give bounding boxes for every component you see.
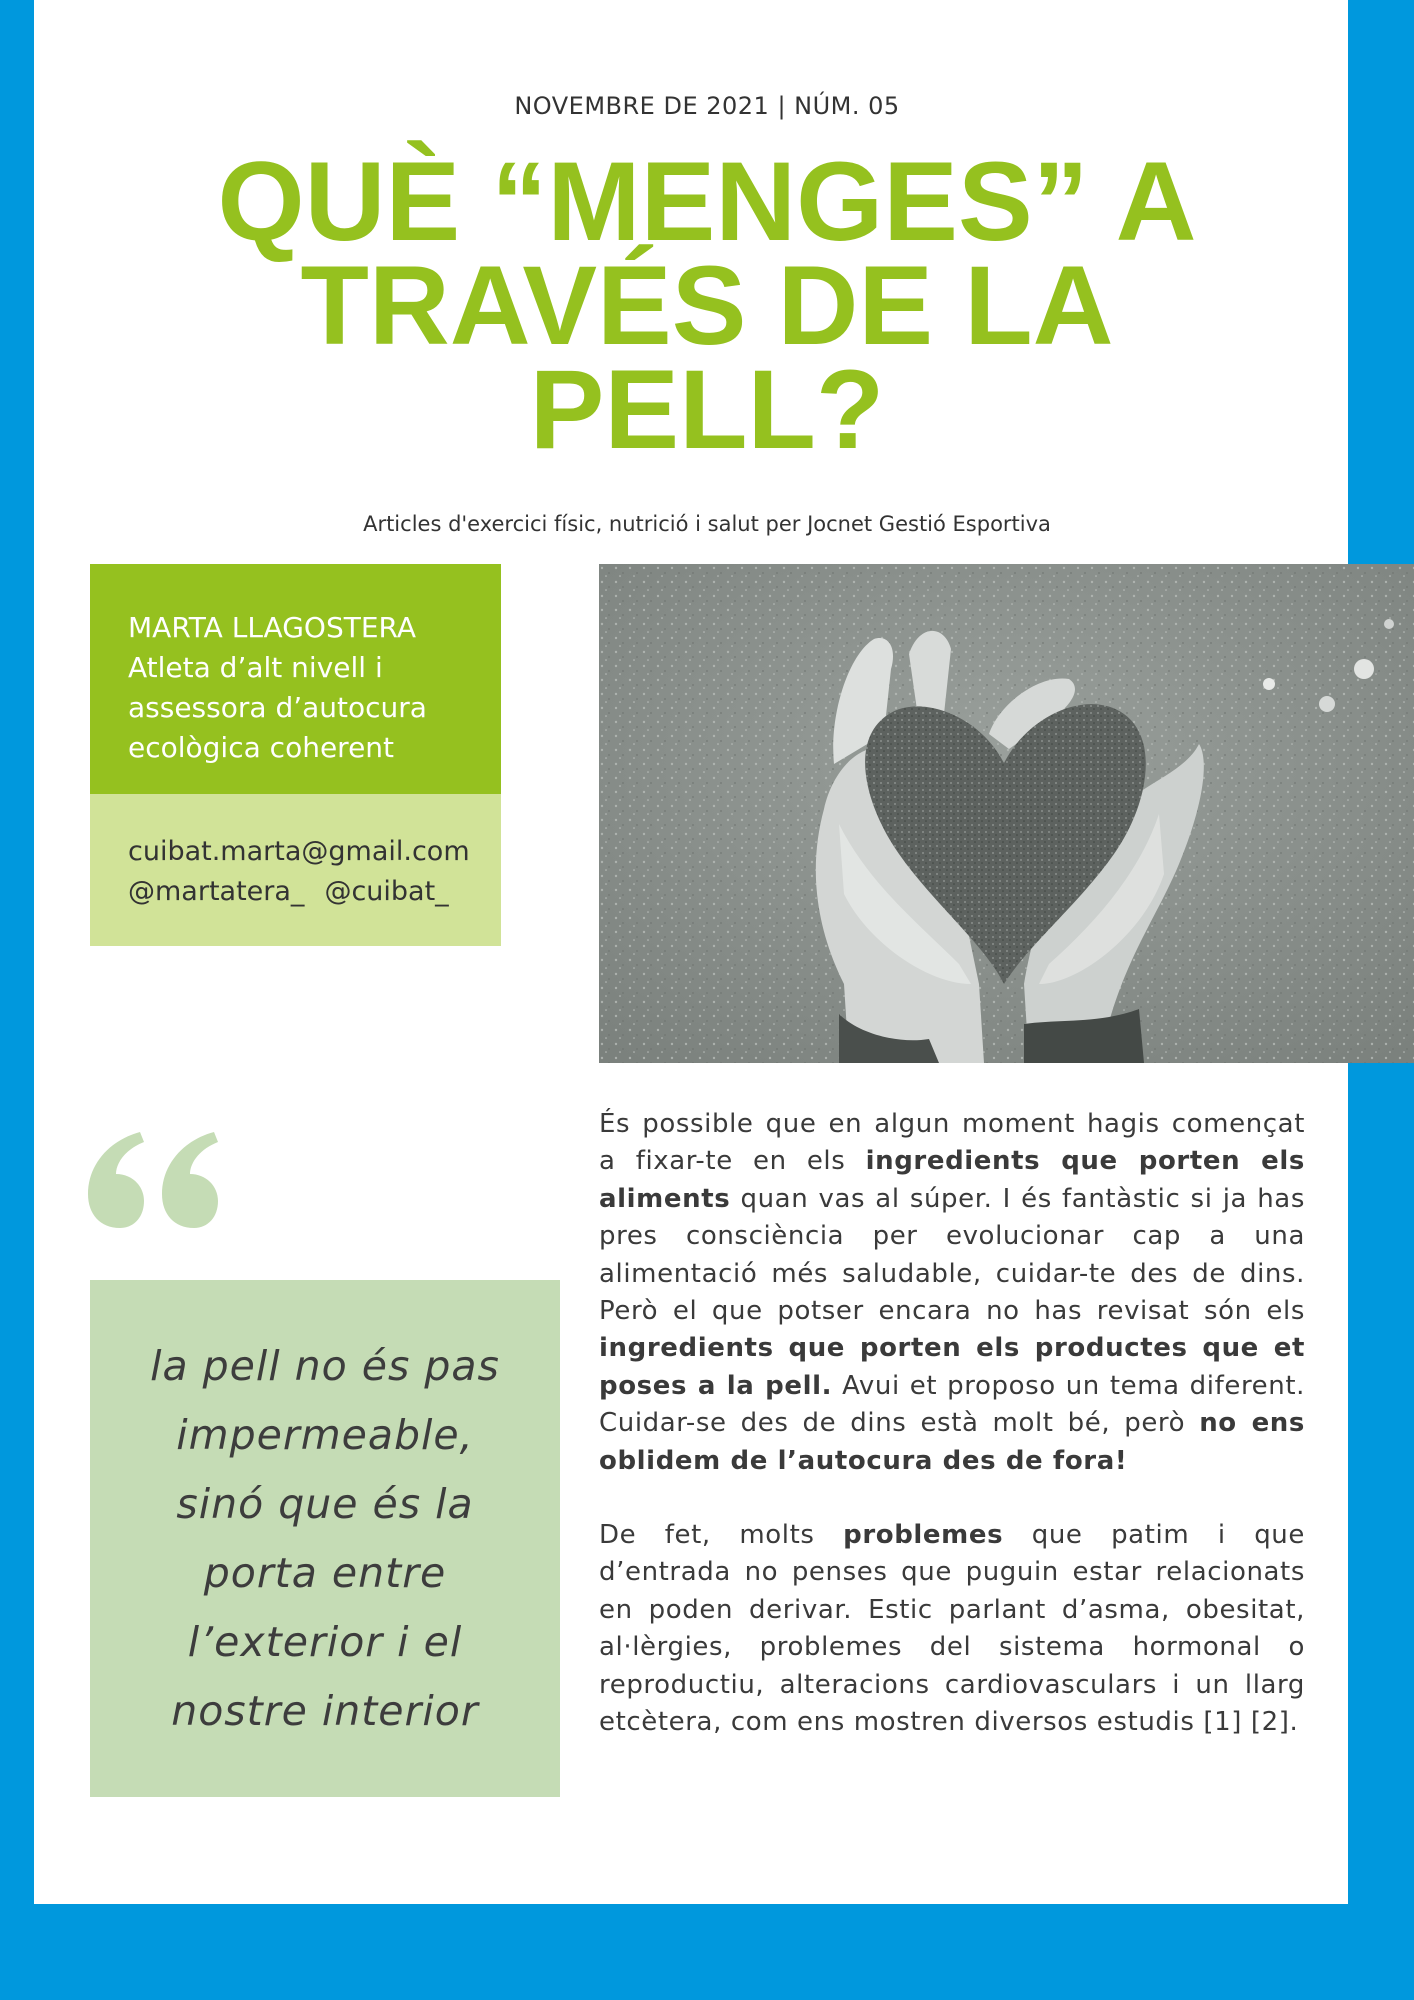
article-paragraph-1 [599, 1106, 1305, 1480]
quote-line-6: nostre interior [171, 1686, 479, 1735]
article-headline [180, 139, 1234, 472]
p1-text-e: Avui et proposo un tema diferent. Cuidar-se des de dins està molt bé, però [599, 1370, 1305, 1439]
social-handle-1[interactable]: @martatera_ [128, 876, 305, 907]
social-handles [128, 872, 463, 912]
headline-line-1: QUÈ “MENGES” A [217, 139, 1197, 264]
contact-box [90, 794, 501, 946]
author-role-line-1: Atleta d’alt nivell i [128, 651, 383, 684]
quote-mark-icon [88, 1128, 228, 1238]
p1-bold-d: ingredients que porten els productes que et poses a la pell. [599, 1333, 1305, 1401]
author-email[interactable]: cuibat.marta@gmail.com [128, 836, 470, 867]
photo-illustration [599, 564, 1414, 1063]
quote-mark-shape [88, 1128, 228, 1238]
pull-quote-box [90, 1280, 560, 1797]
author-role-line-2: assessora d’autocura [128, 691, 427, 724]
p2-bold-b: problemes [843, 1520, 1004, 1551]
author-name: MARTA LLAGOSTERA [128, 611, 416, 644]
quote-line-3: sinó que és la [176, 1479, 474, 1528]
series-subtitle: Articles d'exercici físic, nutrició i salut per Jocnet Gestió Esportiva [363, 512, 1051, 536]
quote-line-4: porta entre [203, 1548, 447, 1597]
article-body [599, 1106, 1305, 1742]
quote-line-5: l’exterior i el [187, 1617, 463, 1666]
author-box [90, 564, 501, 794]
quote-line-1: la pell no és pas [150, 1341, 500, 1390]
heart-sand-hands-photo [599, 564, 1414, 1063]
headline-line-2: TRAVÉS DE LA [300, 243, 1114, 368]
social-handle-2[interactable]: @cuibat_ [324, 876, 449, 907]
p2-text-a: De fet, molts [599, 1520, 844, 1551]
p1-text-c: quan vas al súper. I és fantàstic si ja has pres consciència per evolucionar cap a una alimentació més saludable, cuidar-te des de dins. Però el que potser encara no has revisat són els [599, 1183, 1305, 1327]
quote-line-2: impermeable, [176, 1410, 474, 1459]
p2-text-c: que patim i que d’entrada no penses que puguin estar relacionats en poden derivar. Estic parlant d’asma, obesitat, al·lèrgies, problemes del sistema hormonal o reproductiu, alteracions cardiovasculars i un llarg etcètera, com ens mostren diversos estudis [1] [2]. [599, 1520, 1305, 1738]
headline-line-3: PELL? [529, 347, 885, 472]
p1-bold-f: no ens oblidem de l’autocura des de fora! [599, 1408, 1305, 1476]
p1-text-a: És possible que en algun moment hagis començat a fixar-te en els [599, 1109, 1305, 1177]
pull-quote-text [150, 1332, 500, 1746]
p1-bold-b: ingredients que porten els aliments [599, 1146, 1305, 1214]
author-role-line-3: ecològica coherent [128, 731, 395, 764]
article-paragraph-2 [599, 1517, 1305, 1741]
issue-dateline: NOVEMBRE DE 2021 | NÚM. 05 [514, 92, 900, 120]
